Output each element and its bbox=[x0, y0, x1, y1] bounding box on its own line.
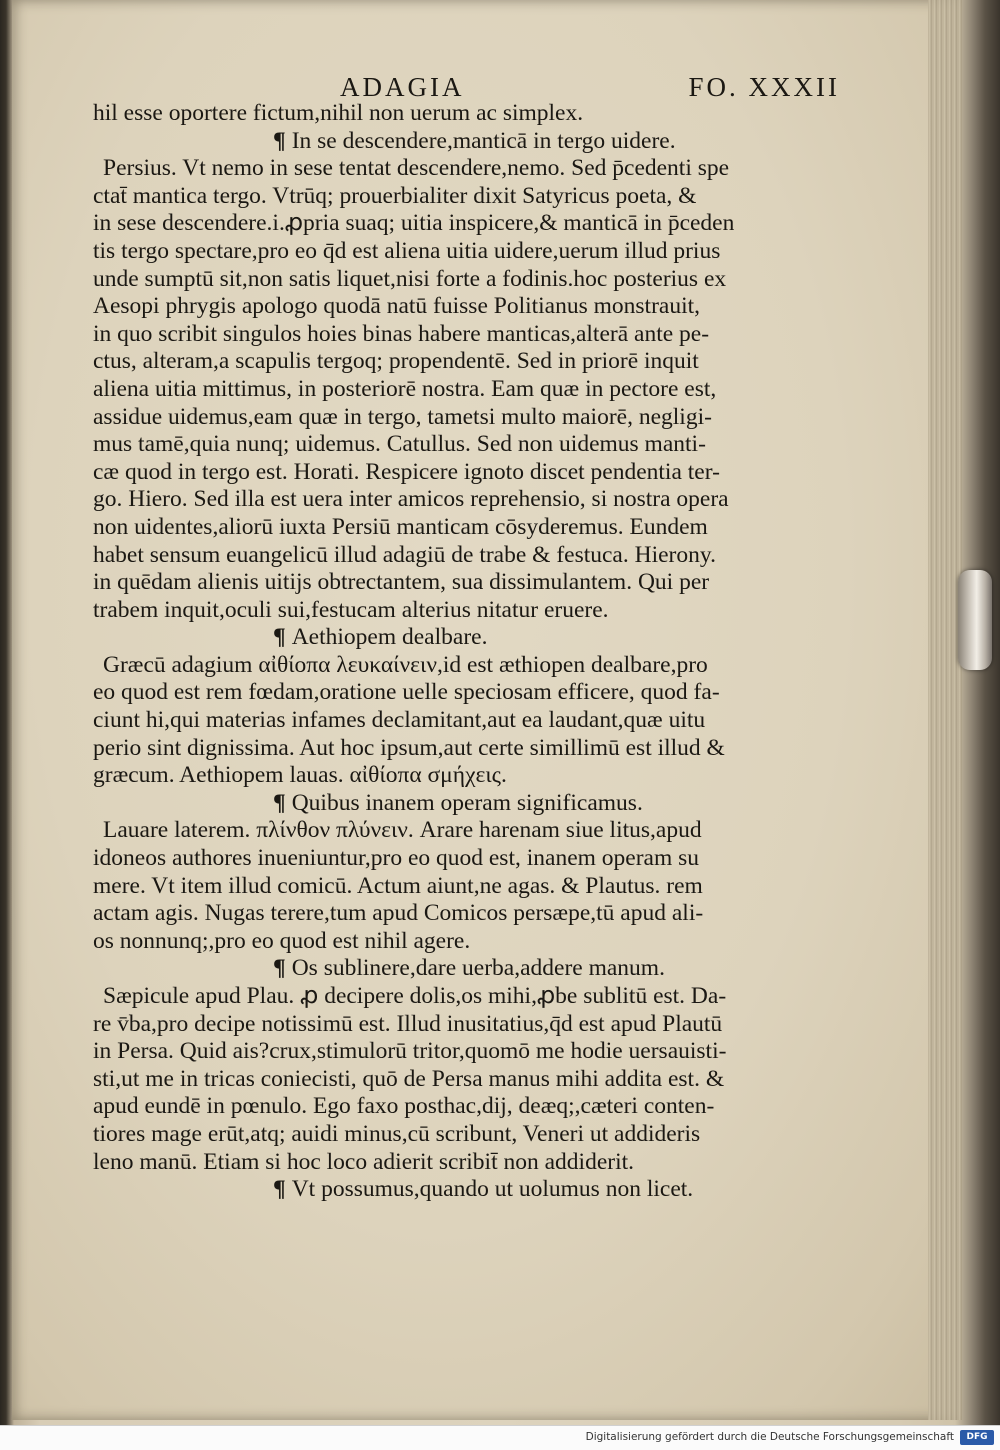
section-heading bbox=[93, 790, 828, 818]
text-line: aliena uitia mittimus, in posteriorē nostra. Eam quæ in pectore est, bbox=[93, 375, 717, 402]
pilcrow-icon: ¶ bbox=[273, 624, 286, 651]
text-line: in quo scribit singulos hoies binas habere manticas,alterā ante pe- bbox=[93, 320, 710, 347]
body-text bbox=[93, 100, 828, 1204]
text-line: mus tamē,quia nunq; uidemus. Catullus. Sed non uidemus manti- bbox=[93, 431, 706, 458]
text-line: perio sint dignissima. Aut hoc ipsum,aut certe simillimū est illud & bbox=[93, 734, 725, 761]
text-line: in sese descendere.i.ꝓpria suaq; uitia inspicere,& manticā in p̄ceden bbox=[93, 210, 735, 237]
text-line: græcum. Aethiopem lauas. αἰθίοπα σμήχεις. bbox=[93, 762, 507, 789]
text-line: ctat̄ mantica tergo. Vtrūq; prouerbialiter dixit Satyricus poeta, & bbox=[93, 182, 697, 209]
text-line: assidue uidemus,eam quæ in tergo, tametsi multo maiorē, negligi- bbox=[93, 403, 712, 430]
text-line: Persius. Vt nemo in sese tentat descendere,nemo. Sed p̄cedenti spe bbox=[103, 155, 730, 182]
text-line: Græcū adagium αἰθίοπα λευκαίνειν,id est æthiopen dealbare,pro bbox=[103, 651, 708, 678]
text-line: actam agis. Nugas terere,tum apud Comicos persæpe,tū apud ali- bbox=[93, 900, 704, 927]
text-line: unde sumptū sit,non satis liquet,nisi forte a fodinis.hoc posterius ex bbox=[93, 265, 727, 292]
text-line: habet sensum euangelicū illud adagiū de trabe & festuca. Hierony. bbox=[93, 541, 716, 568]
text-line: mere. Vt item illud comicū. Actum aiunt,ne agas. & Plautus. rem bbox=[93, 872, 703, 899]
text-line: go. Hiero. Sed illa est uera inter amicos reprehensio, si nostra opera bbox=[93, 486, 729, 513]
text-line: re v̄ba,pro decipe notissimū est. Illud inusitatius,q̄d est apud Plautū bbox=[93, 1010, 723, 1037]
section-heading bbox=[93, 1176, 828, 1204]
text-line: non uidentes,aliorū iuxta Persiū manticam cōsyderemus. Eundem bbox=[93, 513, 708, 540]
text-line: ciunt hi,qui materias infames declamitant,aut ea laudant,quæ uitu bbox=[93, 707, 706, 734]
pilcrow-icon: ¶ bbox=[273, 955, 286, 982]
book-clamp bbox=[958, 570, 992, 670]
pilcrow-icon: ¶ bbox=[273, 127, 286, 154]
text-line: tiores mage erūt,atq; auidi minus,cū scribunt, Veneri ut addideris bbox=[93, 1120, 701, 1147]
text-line: Sæpicule apud Plau. ꝓ decipere dolis,os mihi,ꝓbe sublitū est. Da- bbox=[103, 983, 727, 1009]
text-line: cæ quod in tergo est. Horati. Respicere ignoto discet pendentia ter- bbox=[93, 458, 720, 485]
text-line: eo quod est rem fœdam,oratione uelle speciosam efficere, quod fa- bbox=[93, 679, 720, 706]
text-line: sti,ut me in tricas coniecisti, quō de Persa manus mihi addita est. & bbox=[93, 1065, 725, 1092]
text-line: ctus, alteram,a scapulis tergoq; propendentē. Sed in priorē inquit bbox=[93, 348, 699, 375]
heading-text: Aethiopem dealbare. bbox=[291, 624, 488, 651]
section-heading bbox=[93, 128, 828, 156]
pilcrow-icon: ¶ bbox=[273, 1176, 286, 1203]
funding-credit: Digitalisierung gefördert durch die Deutsche Forschungsgemeinschaft bbox=[585, 1431, 954, 1443]
text-line: in quēdam alienis uitijs obtrectantem, sua dissimulantem. Qui per bbox=[93, 569, 710, 596]
page-edges bbox=[928, 0, 962, 1420]
text-line: idoneos authores inueniuntur,pro eo quod est, inanem operam su bbox=[93, 845, 700, 872]
heading-text: Vt possumus,quando ut uolumus non licet. bbox=[291, 1176, 694, 1203]
text-line: Lauare laterem. πλίνθον πλύνειν. Arare harenam siue litus,apud bbox=[103, 817, 702, 844]
text-line: trabem inquit,oculi sui,festucam alterius nitatur eruere. bbox=[93, 596, 609, 623]
digitization-footer bbox=[0, 1425, 1000, 1450]
section-heading bbox=[93, 955, 828, 983]
text-line: in Persa. Quid ais?crux,stimulorū tritor,quomō me hodie uersauisti- bbox=[93, 1038, 727, 1065]
text-line: leno manū. Etiam si hoc loco adierit scribit̄ non addiderit. bbox=[93, 1148, 635, 1175]
dfg-logo-icon: DFG bbox=[960, 1430, 994, 1445]
text-line: hil esse oportere fictum,nihil non uerum ac simplex. bbox=[93, 100, 584, 126]
folio-number: FO. XXXII bbox=[688, 72, 840, 102]
section-heading bbox=[93, 624, 828, 652]
text-line: os nonnunq;,pro eo quod est nihil agere. bbox=[93, 927, 471, 954]
heading-text: In se descendere,manticā in tergo uidere. bbox=[291, 127, 676, 154]
pilcrow-icon: ¶ bbox=[273, 789, 286, 816]
text-line: apud eundē in pœnulo. Ego faxo posthac,dij, deæq;,cæteri conten- bbox=[93, 1093, 715, 1120]
running-title: ADAGIA bbox=[340, 72, 465, 102]
heading-text: Os sublinere,dare uerba,addere manum. bbox=[291, 955, 665, 982]
text-line: Aesopi phrygis apologo quodā natū fuisse Politianus monstrauit, bbox=[93, 293, 701, 320]
heading-text: Quibus inanem operam significamus. bbox=[291, 789, 643, 816]
text-line: tis tergo spectare,pro eo q̄d est aliena uitia uidere,uerum illud prius bbox=[93, 237, 721, 264]
